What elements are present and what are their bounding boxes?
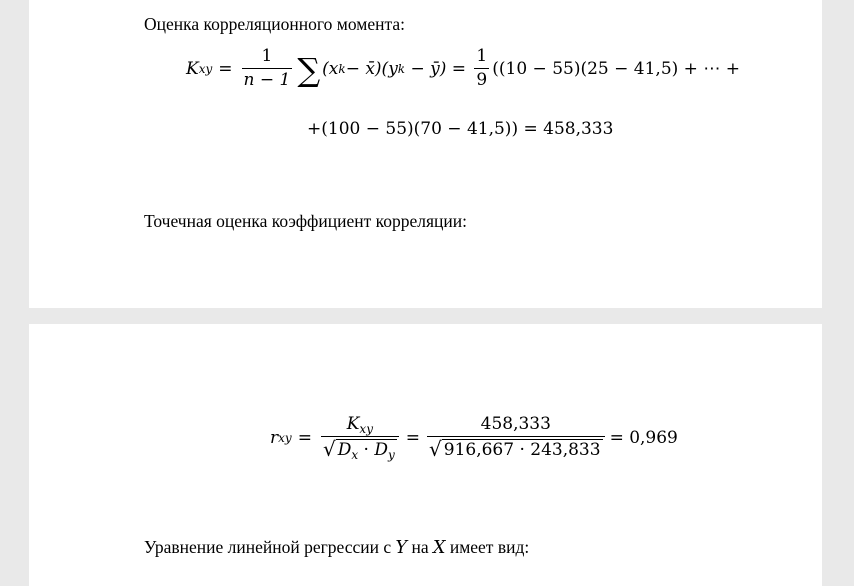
document-page-1 <box>29 0 822 308</box>
fraction-values: 458,333 √ 916,667 · 243,833 <box>427 416 605 461</box>
sqrt-dx-dy: √ $D_x \cdot D_y$ <box>322 436 395 462</box>
fraction-k-over-sqrt: $K_{xy}$ √ $D_x \cdot D_y$ <box>321 416 399 461</box>
kxy-formula-line1: K xy = $\frac{1}{n - 1}$ ∑ (x k − x̄)(y k − ȳ) = $\frac{1}{9}$ ((10 − 55)(25 − 41,5) + ⋯ + <box>186 46 740 90</box>
fraction-1-over-9: $\frac{1}{9}$ <box>476 46 488 90</box>
sqrt-values: √ 916,667 · 243,833 <box>429 436 601 461</box>
sum-symbol: ∑ <box>297 50 321 89</box>
regression-heading: Уравнение линейной регрессии с Y на X имеет вид: <box>144 537 530 558</box>
correlation-heading: Точечная оценка коэффициент корреляции: <box>144 211 467 231</box>
r-formula: r xy = $K_{xy}$ √ $D_x \cdot D_y$ = 458,333 √ 916,667 · 243,833 = 0,969 <box>270 414 678 462</box>
fraction-1-over-n-minus-1: $\frac{1}{n - 1}$ <box>243 46 291 90</box>
document-page-2 <box>29 324 822 586</box>
kxy-formula-line2: +(100 − 55)(70 − 41,5)) = 458,333 <box>307 119 614 139</box>
moment-heading: Оценка корреляционного момента: <box>144 14 405 34</box>
